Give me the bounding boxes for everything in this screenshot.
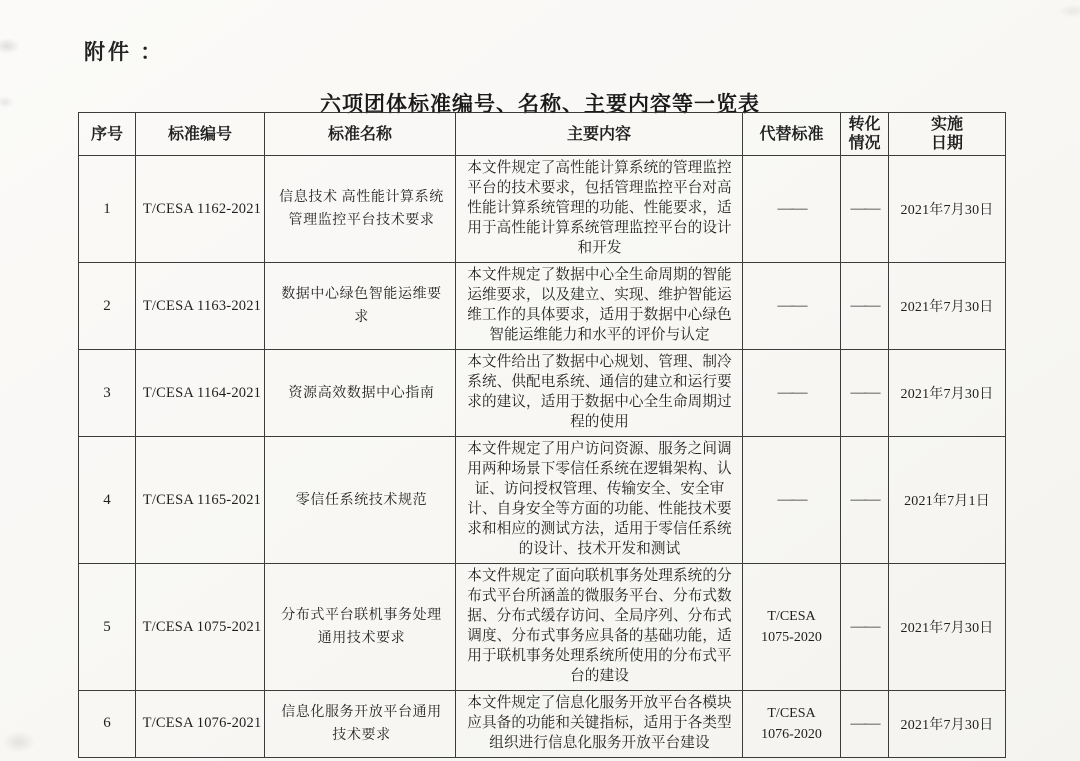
cell-standard-name: 零信任系统技术规范: [265, 437, 456, 564]
cell-implementation-date: 2021年7月30日: [889, 350, 1006, 437]
table-row: [79, 437, 1006, 564]
cell-implementation-date: 2021年7月30日: [889, 263, 1006, 350]
cell-main-content: 本文件规定了信息化服务开放平台各模块应具备的功能和关键指标，适用于各类型组织进行信息化服务开放平台建设: [456, 690, 743, 757]
cell-seq: 2: [79, 263, 136, 350]
cell-implementation-date: 2021年7月1日: [889, 437, 1006, 564]
table-row: [79, 156, 1006, 263]
cell-conversion-status: ——: [841, 350, 889, 437]
cell-conversion-status: ——: [841, 564, 889, 691]
header-replaced-standard: 代替标准: [743, 113, 841, 156]
cell-standard-code: T/CESA 1076-2021: [136, 690, 265, 757]
header-date-line1: 实施: [930, 116, 963, 133]
header-seq: 序号: [79, 113, 136, 156]
attachment-label: 附件 ：: [84, 40, 165, 64]
standards-table: [78, 112, 1006, 758]
cell-standard-name: 信息化服务开放平台通用技术要求: [265, 690, 456, 757]
header-implementation-date: [889, 113, 1006, 156]
table-row: [79, 564, 1006, 691]
cell-standard-code: T/CESA 1075-2021: [136, 564, 265, 691]
table-row: [79, 690, 1006, 757]
cell-seq: 4: [79, 437, 136, 564]
page-title: 六项团体标准编号、名称、主要内容等一览表: [320, 92, 760, 116]
header-date-line2: 日期: [930, 135, 963, 153]
cell-seq: 1: [79, 156, 136, 263]
cell-main-content: 本文件给出了数据中心规划、管理、制冷系统、供配电系统、通信的建立和运行要求的建议，适用于数据中心全生命周期过程的使用: [456, 350, 743, 437]
cell-replaced-standard: T/CESA 1075-2020: [743, 564, 841, 691]
cell-main-content: 本文件规定了面向联机事务处理系统的分布式平台所涵盖的微服务平台、分布式数据、分布式缓存访问、全局序列、分布式调度、分布式事务应具备的基础功能，适用于联机事务处理系统所使用的分布式平台的建设: [456, 564, 743, 691]
cell-conversion-status: ——: [841, 156, 889, 263]
cell-standard-name: 信息技术 高性能计算系统管理监控平台技术要求: [265, 156, 456, 263]
table-header-row: [79, 113, 1006, 156]
cell-conversion-status: ——: [841, 437, 889, 564]
cell-implementation-date: 2021年7月30日: [889, 564, 1006, 691]
table-row: [79, 263, 1006, 350]
cell-standard-code: T/CESA 1165-2021: [136, 437, 265, 564]
scan-artifact: [0, 38, 20, 54]
cell-standard-name: 分布式平台联机事务处理通用技术要求: [265, 564, 456, 691]
cell-conversion-status: ——: [841, 263, 889, 350]
header-standard-code: 标准编号: [136, 113, 265, 156]
header-standard-name: 标准名称: [265, 113, 456, 156]
cell-standard-code: T/CESA 1162-2021: [136, 156, 265, 263]
cell-standard-name: 资源高效数据中心指南: [265, 350, 456, 437]
cell-replaced-standard: ——: [743, 350, 841, 437]
cell-replaced-standard: ——: [743, 437, 841, 564]
cell-main-content: 本文件规定了高性能计算系统的管理监控平台的技术要求，包括管理监控平台对高性能计算系统管理的功能、性能要求，适用于高性能计算系统管理监控平台的设计和开发: [456, 156, 743, 263]
cell-standard-name: 数据中心绿色智能运维要求: [265, 263, 456, 350]
header-conversion-line2: 情况: [848, 135, 881, 153]
cell-seq: 5: [79, 564, 136, 691]
cell-replaced-standard: T/CESA 1076-2020: [743, 690, 841, 757]
table-row: [79, 350, 1006, 437]
cell-seq: 6: [79, 690, 136, 757]
cell-replaced-standard: ——: [743, 263, 841, 350]
cell-main-content: 本文件规定了用户访问资源、服务之间调用两种场景下零信任系统在逻辑架构、认证、访问授权管理、传输安全、安全审计、自身安全等方面的功能、性能技术要求和相应的测试方法，适用于零信任系统的设计、技术开发和测试: [456, 437, 743, 564]
cell-conversion-status: ——: [841, 690, 889, 757]
header-conversion-status: [841, 113, 889, 156]
cell-main-content: 本文件规定了数据中心全生命周期的智能运维要求，以及建立、实现、维护智能运维工作的具体要求，适用于数据中心绿色智能运维能力和水平的评价与认定: [456, 263, 743, 350]
scan-artifact: [1058, 4, 1080, 18]
cell-standard-code: T/CESA 1163-2021: [136, 263, 265, 350]
cell-implementation-date: 2021年7月30日: [889, 156, 1006, 263]
cell-implementation-date: 2021年7月30日: [889, 690, 1006, 757]
header-main-content: 主要内容: [456, 113, 743, 156]
header-conversion-line1: 转化: [848, 116, 881, 133]
scan-artifact: [2, 731, 36, 753]
cell-seq: 3: [79, 350, 136, 437]
cell-replaced-standard: ——: [743, 156, 841, 263]
cell-standard-code: T/CESA 1164-2021: [136, 350, 265, 437]
